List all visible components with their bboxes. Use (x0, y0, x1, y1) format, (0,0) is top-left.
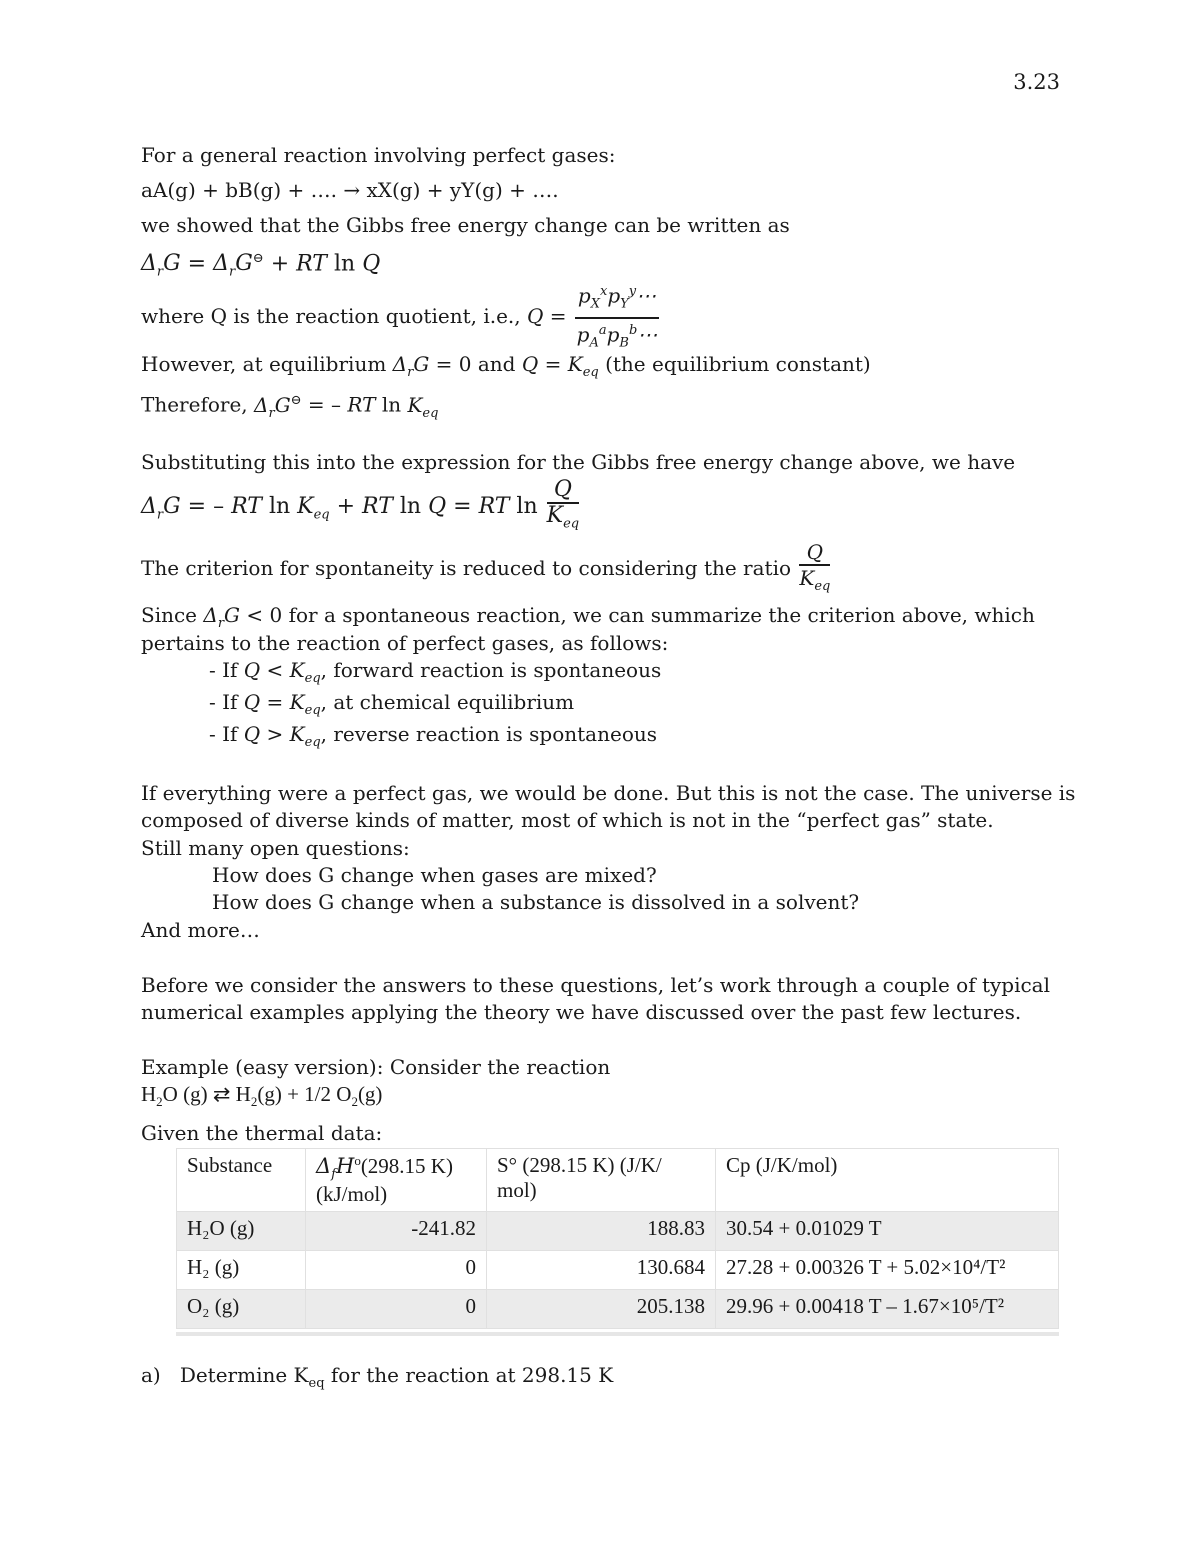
cell-heat-capacity: 27.28 + 0.00326 T + 5.02×10⁴/T² (716, 1251, 1059, 1290)
question-a-text-b: for the reaction at 298.15 K (330, 1363, 614, 1387)
header-entropy (487, 1149, 716, 1212)
paragraph-line: Still many open questions: (141, 836, 410, 860)
criterion-item-reverse: - If $Q > K_{eq}$, reverse reaction is spontaneous (209, 722, 658, 750)
gibbs-intro-line: we showed that the Gibbs free energy change can be written as (141, 213, 790, 237)
table-row (177, 1290, 1059, 1329)
thermal-data-table (176, 1148, 1059, 1329)
page-number: 3.23 (1013, 70, 1060, 94)
question-a-text-a: Determine K (179, 1363, 309, 1387)
gibbs-ratio-equation: $\Delta_rG$ = – RT $\ln K_{eq}$ + RT ln Q = RT ln $\frac{Q}{K_{eq}}$ (141, 477, 580, 532)
pertains-line: pertains to the reaction of perfect gases, as follows: (141, 631, 669, 655)
criterion-forward-text: forward reaction is spontaneous (333, 658, 662, 682)
cell-substance: O₂ (g) (177, 1290, 306, 1329)
paragraph-line: composed of diverse kinds of matter, most of which is not in the “perfect gas” state. (141, 808, 994, 832)
header-enthalpy: $\Delta_fH^o(298.15$ K) (kJ/mol) (306, 1149, 487, 1212)
criterion-line: The criterion for spontaneity is reduced to considering the ratio $\frac{Q}{K_{eq}}$ (141, 540, 831, 594)
question-a: a) Determine $K_{eq}$ for the reaction at 298.15 K (141, 1363, 614, 1391)
header-enthalpy-a: (298.15 K) (360, 1154, 453, 1178)
substituting-line: Substituting this into the expression for the Gibbs free energy change above, we have (141, 450, 1016, 474)
since-text-b: for a spontaneous reaction, we can summarize the criterion above, which (288, 603, 1035, 627)
gibbs-equation: $\Delta_rG = \Delta_rG^⊖$ + RT ln Q (141, 251, 381, 280)
question-item: How does G change when gases are mixed? (212, 863, 657, 887)
equilibrium-line: However, at equilibrium $\Delta_rG = 0$ and $Q = K_{eq}$ (the equilibrium constant) (141, 352, 871, 380)
since-line: Since $\Delta_rG < 0$ for a spontaneous reaction, we can summarize the criterion above, which (141, 603, 1035, 631)
paragraph-line: numerical examples applying the theory we have discussed over the past few lectures. (141, 1000, 1022, 1024)
cell-substance: H₂ (g) (177, 1251, 306, 1290)
cell-enthalpy: 0 (306, 1290, 487, 1329)
equilibrium-text-b: and (477, 352, 516, 376)
general-reaction: aA(g) + bB(g) + …. → xX(g) + yY(g) + …. (141, 178, 559, 202)
quotient-fraction: $\frac{p_X^xp_Y^y\cdots}{p_A^ap_B^b\cdots}$ (575, 280, 659, 355)
cell-entropy: 188.83 (487, 1212, 716, 1251)
header-entropy-b: mol) (497, 1178, 537, 1202)
quotient-text: where Q is the reaction quotient, i.e., (141, 304, 521, 329)
table-header-row (177, 1149, 1059, 1212)
header-substance: Substance (177, 1149, 306, 1212)
criterion-item-equilibrium: - If $Q = K_{eq}$, at chemical equilibrium (209, 690, 575, 718)
given-line: Given the thermal data: (141, 1121, 383, 1145)
header-heat-capacity: Cp (J/K/mol) (716, 1149, 1059, 1212)
intro-line: For a general reaction involving perfect gases: (141, 143, 616, 167)
equilibrium-text-c: (the equilibrium constant) (605, 352, 871, 376)
cell-substance: H₂O (g) (177, 1212, 306, 1251)
header-entropy-a: S° (298.15 K) (J/K/ (497, 1153, 662, 1177)
cell-enthalpy: -241.82 (306, 1212, 487, 1251)
cell-heat-capacity: 29.96 + 0.00418 T – 1.67×10⁵/T² (716, 1290, 1059, 1329)
example-title: Example (easy version): Consider the reaction (141, 1055, 611, 1079)
cell-enthalpy: 0 (306, 1251, 487, 1290)
therefore-line: Therefore, $\Delta_rG^⊖$ = – RT $\ln K_{eq}$ (141, 392, 439, 421)
criterion-text: The criterion for spontaneity is reduced to considering the ratio (141, 556, 792, 580)
criterion-equilibrium-text: at chemical equilibrium (333, 690, 575, 714)
question-item: How does G change when a substance is dissolved in a solvent? (212, 890, 860, 914)
header-enthalpy-b: (kJ/mol) (316, 1182, 388, 1207)
table-row (177, 1212, 1059, 1251)
equilibrium-text-a: However, at equilibrium (141, 352, 387, 376)
question-a-label: a) (141, 1363, 161, 1387)
since-text-a: Since (141, 603, 198, 627)
criterion-item-forward: - If $Q < K_{eq}$, forward reaction is spontaneous (209, 658, 662, 686)
table-row (177, 1251, 1059, 1290)
paragraph-line: Before we consider the answers to these questions, let’s work through a couple of typical (141, 973, 1051, 997)
cell-entropy: 130.684 (487, 1251, 716, 1290)
cell-heat-capacity: 30.54 + 0.01029 T (716, 1212, 1059, 1251)
example-reaction: $H_2O$ (g) ⇄ $H_2(g) + 1/2$ $O_2(g)$ (141, 1082, 383, 1110)
therefore-text: Therefore, (141, 392, 248, 417)
cell-entropy: 205.138 (487, 1290, 716, 1329)
table-bottom-rule (176, 1332, 1059, 1336)
criterion-reverse-text: reverse reaction is spontaneous (333, 722, 658, 746)
paragraph-line: And more… (141, 918, 260, 942)
paragraph-line: If everything were a perfect gas, we would be done. But this is not the case. The universe is (141, 781, 1076, 805)
quotient-line: where Q is the reaction quotient, i.e., Q = $\frac{p_X^xp_Y^y\cdots}{p_A^ap_B^b\cdots}$ (141, 280, 661, 355)
